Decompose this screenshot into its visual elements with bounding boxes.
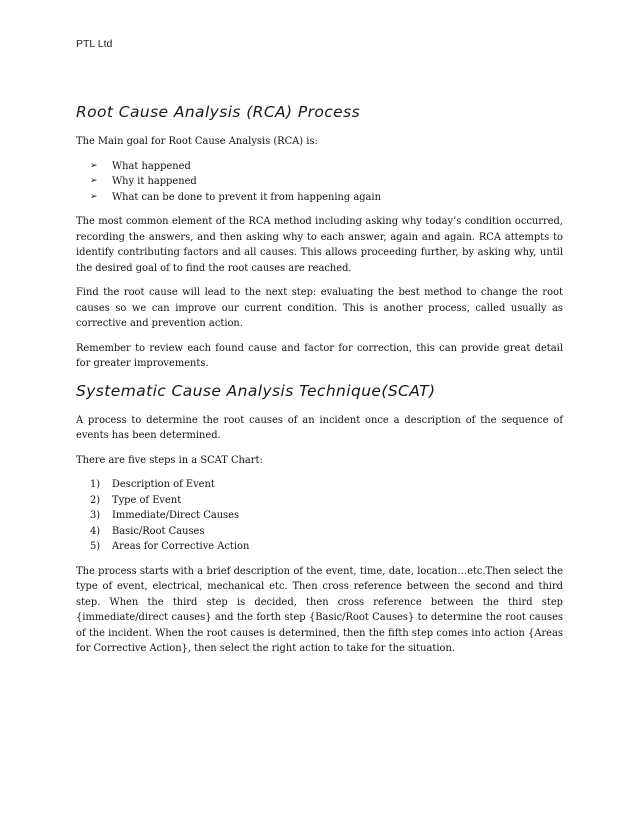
list-item	[76, 174, 563, 190]
rca-intro: The Main goal for Root Cause Analysis (RCA) is:	[76, 136, 318, 147]
rca-goals-list	[76, 159, 563, 206]
scat-steps-intro: There are five steps in a SCAT Chart:	[76, 454, 263, 466]
scat-section-title: Systematic Cause Analysis Technique(SCAT)	[76, 381, 436, 400]
step-label: Immediate/Direct Causes	[112, 510, 240, 521]
list-item-text: What happened	[112, 160, 191, 172]
step-number: 1)	[90, 479, 101, 490]
rca-paragraph: Find the root cause will lead to the next step: evaluating the best method to change the root causes so we can improve our current condition. This is another process, called usually as corrective and prevention action.	[76, 287, 563, 329]
step-number: 5)	[90, 541, 101, 552]
list-item	[76, 477, 563, 493]
rca-paragraph: Remember to review each found cause and factor for correction, this can provide great detail for greater improvements.	[76, 342, 563, 369]
scat-intro: A process to determine the root causes of an incident once a description of the sequence of events has been determined.	[76, 414, 563, 441]
scat-steps-list	[76, 477, 563, 555]
step-number: 2)	[90, 494, 101, 506]
arrowhead-bullet-icon: ➢	[90, 191, 98, 202]
step-label: Basic/Root Causes	[112, 525, 205, 537]
step-label: Areas for Corrective Action	[112, 541, 250, 552]
document-body	[76, 102, 563, 666]
page-header-company: PTL Ltd	[76, 38, 113, 50]
rca-paragraph: The most common element of the RCA method including asking why today’s condition occurred, recording the answers, and then asking why to each answer, again and again. RCA attempts to identify contributing factors and all causes. This allows proceeding further, by asking why, until the desired goal of to find the root causes are reached.	[76, 216, 563, 274]
list-item	[76, 159, 563, 175]
arrowhead-bullet-icon: ➢	[90, 176, 98, 186]
step-number: 3)	[90, 510, 101, 521]
list-item	[76, 190, 563, 206]
list-item	[76, 539, 563, 555]
rca-section-title: Root Cause Analysis (RCA) Process	[76, 103, 361, 121]
step-label: Type of Event	[112, 494, 182, 506]
scat-closing-paragraph: The process starts with a brief description of the event, time, date, location…etc.Then select the type of event, electrical, mechanical etc. Then cross reference between the second and third step. When the third step is decided, then cross reference between the third step {immediate/direct causes} and the forth step {Basic/Root Causes} to determine the root causes of the incident. When the root causes is determined, then the fifth step comes into action {Areas for Corrective Action}, then select the right action to take for the situation.	[76, 565, 563, 654]
list-item	[76, 493, 563, 509]
list-item-text: What can be done to prevent it from happening again	[112, 191, 381, 203]
step-number: 4)	[90, 525, 101, 537]
list-item-text: Why it happened	[112, 176, 197, 187]
arrowhead-bullet-icon: ➢	[90, 160, 98, 171]
step-label: Description of Event	[112, 479, 215, 490]
list-item	[76, 524, 563, 540]
list-item	[76, 508, 563, 524]
